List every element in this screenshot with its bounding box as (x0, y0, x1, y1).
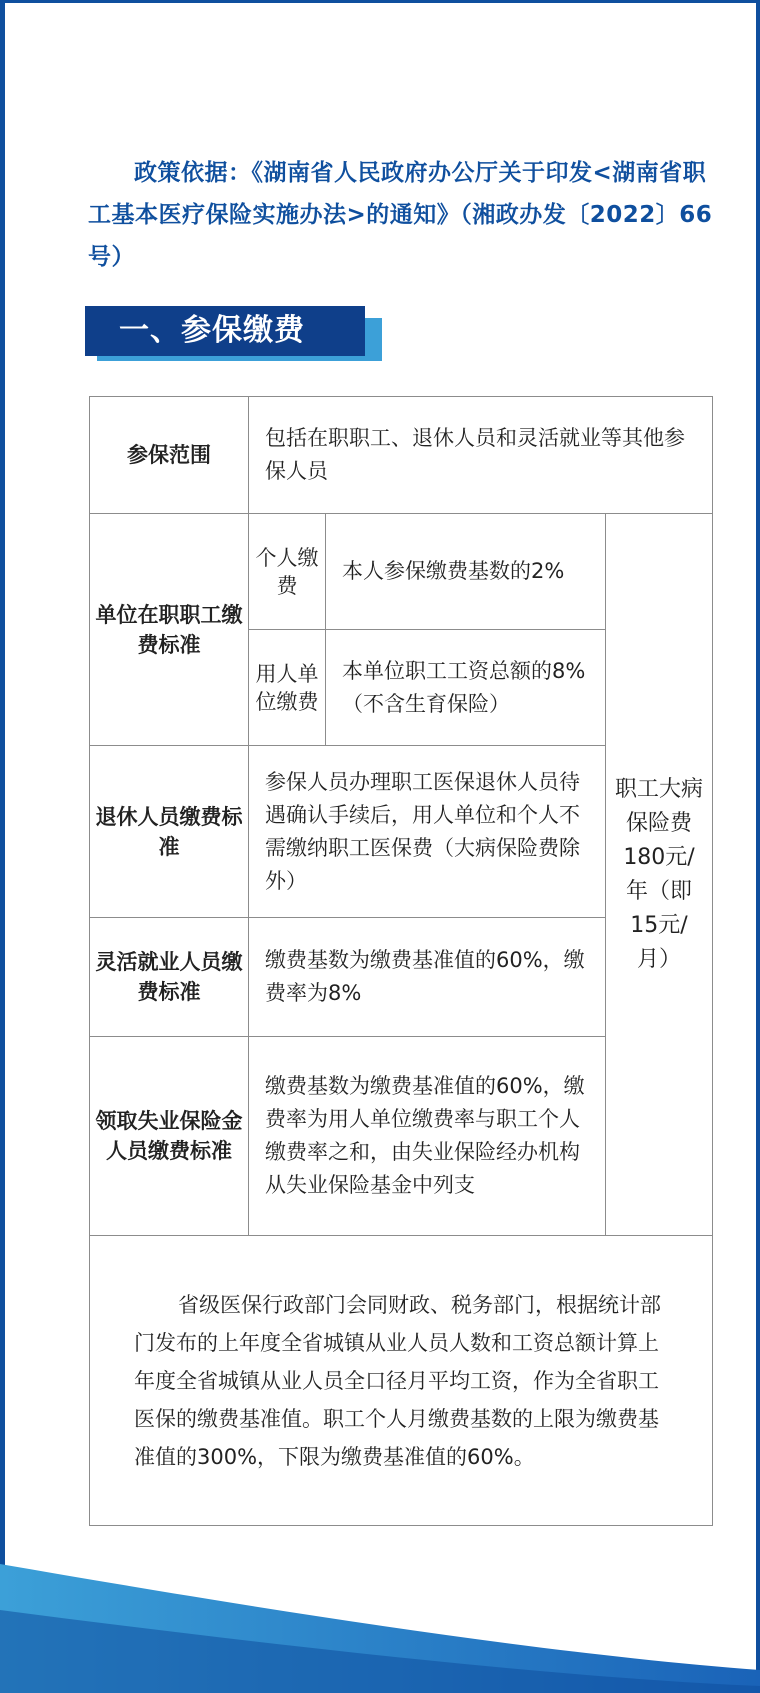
section-title: 一、参保缴费 (85, 306, 365, 356)
scope-label: 参保范围 (90, 397, 249, 514)
base-value-note-text: 省级医保行政部门会同财政、税务部门，根据统计部门发布的上年度全省城镇从业人员人数和工资总额计算上年度全省城镇从业人员全口径月平均工资，作为全省职工医保的缴费基准值。职工个人月缴费基数的上限为缴费基准值的300%，下限为缴费基准值的60%。 (134, 1292, 661, 1469)
policy-basis (88, 152, 718, 278)
fee-table (89, 396, 713, 1526)
retiree-label: 退休人员缴费标准 (90, 746, 249, 918)
right-border (756, 0, 760, 1693)
top-border (0, 0, 760, 3)
retiree-value: 参保人员办理职工医保退休人员待遇确认手续后，用人单位和个人不需缴纳职工医保费（大病保险费除外） (249, 746, 606, 918)
personal-label: 个人缴费 (249, 514, 326, 630)
policy-basis-text: 政策依据：《湖南省人民政府办公厅关于印发<湖南省职工基本医疗保险实施办法>的通知》（湘政办发〔2022〕66号） (88, 160, 713, 270)
table-row (90, 514, 713, 630)
flexible-value: 缴费基数为缴费基准值的60%，缴费率为8% (249, 918, 606, 1037)
employer-label: 用人单位缴费 (249, 630, 326, 746)
left-border (0, 0, 5, 1693)
section-heading (85, 306, 382, 361)
flexible-label: 灵活就业人员缴费标准 (90, 918, 249, 1037)
employer-value: 本单位职工工资总额的8%（不含生育保险） (326, 630, 606, 746)
footer-wave (0, 1540, 760, 1693)
base-value-note (90, 1236, 713, 1526)
table-row (90, 1236, 713, 1526)
personal-value: 本人参保缴费基数的2% (326, 514, 606, 630)
unemployed-value: 缴费基数为缴费基准值的60%，缴费率为用人单位缴费率与职工个人缴费率之和，由失业保险经办机构从失业保险基金中列支 (249, 1037, 606, 1236)
employee-label: 单位在职职工缴费标准 (90, 514, 249, 746)
unemployed-label: 领取失业保险金人员缴费标准 (90, 1037, 249, 1236)
scope-value: 包括在职职工、退休人员和灵活就业等其他参保人员 (249, 397, 713, 514)
table-row (90, 397, 713, 514)
critical-illness-fee: 职工大病保险费180元/年（即15元/月） (606, 514, 713, 1236)
